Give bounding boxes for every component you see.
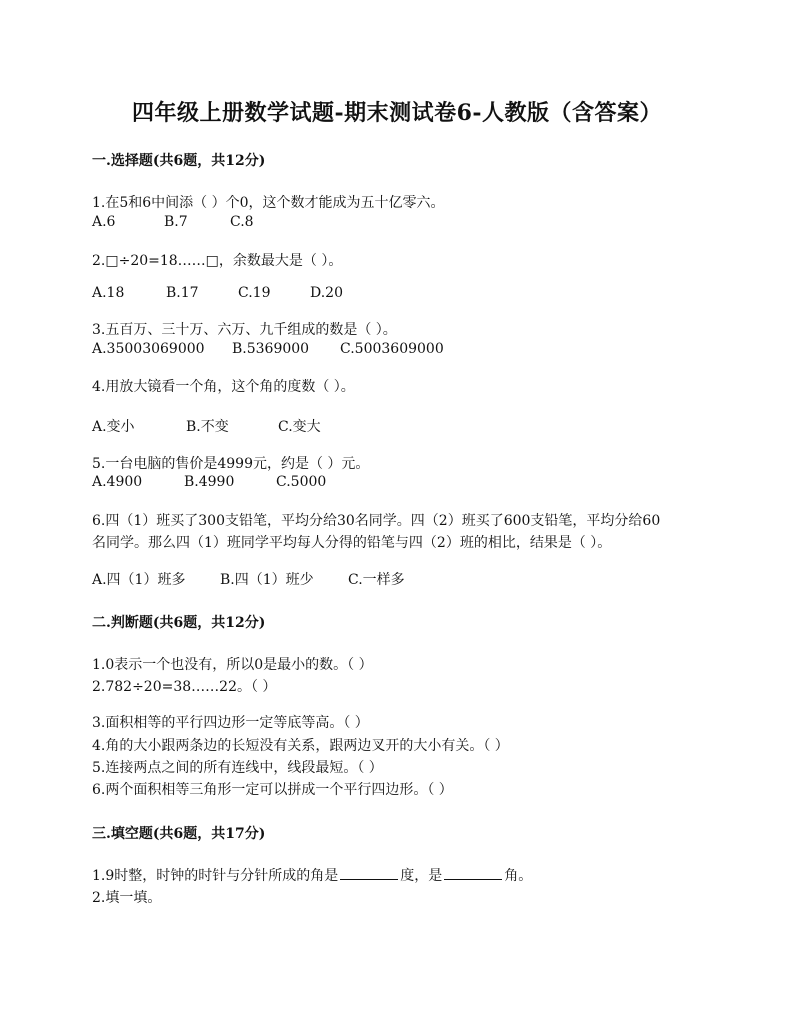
option: A.4900 — [92, 474, 143, 490]
option: C.5003609000 — [340, 341, 444, 357]
question-options — [92, 214, 254, 230]
question-options — [92, 285, 343, 301]
question-text: 2.□÷20=18……□，余数最大是（ ）。 — [92, 253, 343, 269]
question-text: 5.连接两点之间的所有连线中，线段最短。（ ） — [92, 760, 383, 776]
option: C.一样多 — [348, 572, 405, 588]
section-heading-choice: 一.选择题(共6题，共12分) — [92, 153, 266, 169]
question-options — [92, 341, 444, 357]
answer-blank[interactable] — [340, 865, 398, 880]
question-text: 1.在5和6中间添（ ）个0，这个数才能成为五十亿零六。 — [92, 195, 445, 211]
question-text-part: 角。 — [504, 868, 533, 884]
question-options — [92, 416, 321, 436]
question-options — [92, 474, 326, 490]
option: B.四（1）班少 — [220, 572, 314, 588]
question-text: 3.面积相等的平行四边形一定等底等高。（ ） — [92, 715, 369, 731]
option: A.四（1）班多 — [92, 572, 186, 588]
question-text-continued: 名同学。那么四（1）班同学平均每人分得的铅笔与四（2）班的相比，结果是（ ）。 — [92, 535, 612, 551]
question-text-part: 度，是 — [400, 868, 443, 884]
option: A.35003069000 — [92, 341, 205, 357]
option: C.19 — [238, 285, 271, 301]
option: B.7 — [164, 214, 188, 230]
question-text — [92, 865, 532, 885]
question-text: 1.0表示一个也没有，所以0是最小的数。（ ） — [92, 657, 373, 673]
question-text: 2.填一填。 — [92, 890, 162, 906]
question-text: 3.五百万、三十万、六万、九千组成的数是（ ）。 — [92, 322, 397, 338]
question-text: 4.用放大镜看一个角，这个角的度数（ ）。 — [92, 379, 355, 395]
question-text: 5.一台电脑的售价是4999元，约是（ ）元。 — [92, 456, 370, 472]
document-title: 四年级上册数学试题-期末测试卷6-人教版（含答案） — [131, 100, 663, 126]
section-heading-judgement: 二.判断题(共6题，共12分) — [92, 615, 266, 631]
question-text: 6.两个面积相等三角形一定可以拼成一个平行四边形。（ ） — [92, 782, 453, 798]
question-options — [92, 569, 405, 589]
option: B.17 — [166, 285, 199, 301]
question-text-part: 1.9时整，时钟的时针与分针所成的角是 — [92, 868, 339, 884]
option: A.6 — [92, 214, 116, 230]
option: A.变小 — [92, 419, 135, 435]
option: D.20 — [310, 285, 343, 301]
question-text: 4.角的大小跟两条边的长短没有关系，跟两边叉开的大小有关。（ ） — [92, 738, 509, 754]
section-heading-fill-in: 三.填空题(共6题，共17分) — [92, 826, 266, 842]
option: C.变大 — [278, 419, 321, 435]
option: A.18 — [92, 285, 125, 301]
option: B.4990 — [184, 474, 235, 490]
question-text: 6.四（1）班买了300支铅笔，平均分给30名同学。四（2）班买了600支铅笔，平均分给60 — [92, 513, 661, 529]
option: C.5000 — [276, 474, 327, 490]
option: B.不变 — [186, 419, 229, 435]
option: B.5369000 — [232, 341, 310, 357]
option: C.8 — [230, 214, 254, 230]
answer-blank[interactable] — [444, 865, 502, 880]
question-text: 2.782÷20=38……22。（ ） — [92, 679, 277, 695]
